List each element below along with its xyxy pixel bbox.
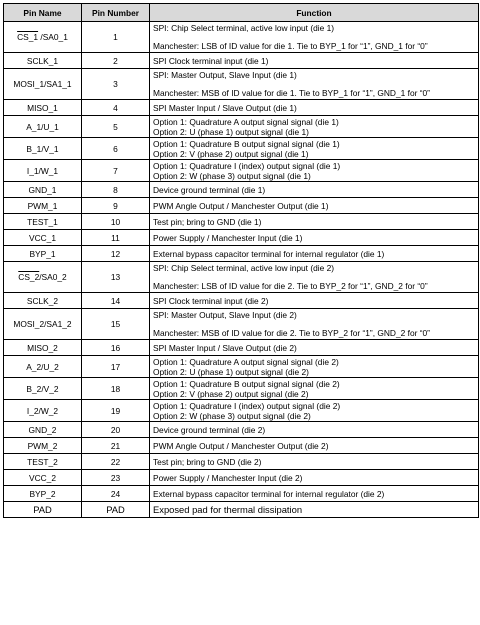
pin-name-cell: VCC_1 <box>4 230 82 246</box>
pin-name-suffix: /SA0_1 <box>38 32 68 42</box>
table-row <box>4 138 479 160</box>
pin-name-cell: B_1/V_1 <box>4 138 82 160</box>
pin-number-cell: 12 <box>82 246 150 262</box>
pin-number-cell: PAD <box>82 502 150 518</box>
table-row <box>4 486 479 502</box>
function-line: Option 1: Quadrature I (index) output signal (die 1) <box>153 160 341 171</box>
function-line: External bypass capacitor terminal for internal regulator (die 2) <box>153 488 385 499</box>
pin-name-cell: PWM_2 <box>4 438 82 454</box>
function-cell <box>150 138 479 160</box>
function-cell <box>150 69 479 100</box>
function-line: Option 2: U (phase 1) output signal (die 1) <box>153 126 309 137</box>
pin-name-cell: MISO_1 <box>4 100 82 116</box>
table-row <box>4 198 479 214</box>
function-line: Option 2: W (phase 3) output signal (die 1) <box>153 170 311 181</box>
pin-number-cell: 3 <box>82 69 150 100</box>
function-line: Manchester: MSB of ID value for die 2. Tie to BYP_2 for “1”, GND_2 for “0” <box>153 328 430 338</box>
pin-name-cell: A_2/U_2 <box>4 356 82 378</box>
function-cell <box>150 116 479 138</box>
pin-number-cell: 20 <box>82 422 150 438</box>
function-cell <box>150 53 479 69</box>
pin-number-cell: 17 <box>82 356 150 378</box>
function-cell <box>150 378 479 400</box>
pin-name-cell: MISO_2 <box>4 340 82 356</box>
pin-number-cell: 18 <box>82 378 150 400</box>
function-line: SPI Clock terminal input (die 1) <box>153 55 269 66</box>
pin-number-cell: 15 <box>82 309 150 340</box>
table-row <box>4 53 479 69</box>
table-row <box>4 246 479 262</box>
function-cell <box>150 198 479 214</box>
function-line: Test pin; bring to GND (die 2) <box>153 456 262 467</box>
pin-name-cell: BYP_1 <box>4 246 82 262</box>
function-line: Manchester: LSB of ID value for die 2. Tie to BYP_2 for “1”, GND_2 for “0” <box>153 281 428 291</box>
pin-name-cell: TEST_1 <box>4 214 82 230</box>
function-cell <box>150 438 479 454</box>
function-line: External bypass capacitor terminal for internal regulator (die 1) <box>153 248 385 259</box>
pin-number-cell: 7 <box>82 160 150 182</box>
table-row <box>4 22 479 53</box>
pin-number-cell: 24 <box>82 486 150 502</box>
table-row <box>4 69 479 100</box>
function-line: SPI: Chip Select terminal, active low input (die 1) <box>153 23 335 33</box>
pin-name-cell <box>4 262 82 293</box>
function-line: Power Supply / Manchester Input (die 1) <box>153 232 303 243</box>
pin-number-cell: 10 <box>82 214 150 230</box>
pin-number-cell: 1 <box>82 22 150 53</box>
pin-name-cell: SCLK_2 <box>4 293 82 309</box>
function-line: Device ground terminal (die 1) <box>153 184 266 195</box>
function-line: Device ground terminal (die 2) <box>153 424 266 435</box>
table-row <box>4 262 479 293</box>
function-cell <box>150 262 479 293</box>
table-row <box>4 438 479 454</box>
function-cell <box>150 422 479 438</box>
function-cell <box>150 486 479 502</box>
pin-function-table-container <box>3 3 479 518</box>
function-line: SPI Clock terminal input (die 2) <box>153 295 269 306</box>
table-row <box>4 356 479 378</box>
function-line: Manchester: MSB of ID value for die 1. Tie to BYP_1 for “1”, GND_1 for “0” <box>153 88 430 98</box>
function-line: Manchester: LSB of ID value for die 1. Tie to BYP_1 for “1”, GND_1 for “0” <box>153 41 428 51</box>
pin-number-cell: 11 <box>82 230 150 246</box>
function-line: SPI: Chip Select terminal, active low input (die 2) <box>153 263 335 273</box>
pin-number-cell: 16 <box>82 340 150 356</box>
pin-number-cell: 6 <box>82 138 150 160</box>
pin-number-cell: 13 <box>82 262 150 293</box>
table-row <box>4 214 479 230</box>
function-line: PWM Angle Output / Manchester Output (die 1) <box>153 200 329 211</box>
pin-number-cell: 23 <box>82 470 150 486</box>
function-line: Option 1: Quadrature A output signal signal (die 1) <box>153 116 339 127</box>
function-line: Option 2: W (phase 3) output signal (die 2) <box>153 410 311 421</box>
pin-name-cell: I_2/W_2 <box>4 400 82 422</box>
pin-number-cell: 9 <box>82 198 150 214</box>
function-cell <box>150 100 479 116</box>
table-row <box>4 470 479 486</box>
pin-number-cell: 19 <box>82 400 150 422</box>
table-row <box>4 230 479 246</box>
function-cell <box>150 246 479 262</box>
header-function: Function <box>150 4 479 22</box>
function-cell <box>150 470 479 486</box>
table-row <box>4 182 479 198</box>
pin-name-cell: A_1/U_1 <box>4 116 82 138</box>
table-header-row <box>4 4 479 22</box>
function-line: SPI Master Input / Slave Output (die 2) <box>153 342 297 353</box>
pin-name-cell: BYP_2 <box>4 486 82 502</box>
pin-number-cell: 8 <box>82 182 150 198</box>
function-line: Test pin; bring to GND (die 1) <box>153 216 262 227</box>
pin-number-cell: 5 <box>82 116 150 138</box>
pin-name-cell: TEST_2 <box>4 454 82 470</box>
table-row <box>4 160 479 182</box>
function-cell <box>150 293 479 309</box>
pin-number-cell: 22 <box>82 454 150 470</box>
pin-function-table <box>3 3 479 518</box>
table-row <box>4 502 479 518</box>
table-row <box>4 422 479 438</box>
function-cell <box>150 214 479 230</box>
table-row <box>4 378 479 400</box>
function-line: PWM Angle Output / Manchester Output (die 2) <box>153 440 329 451</box>
pin-name-cell: B_2/V_2 <box>4 378 82 400</box>
function-line: Exposed pad for thermal dissipation <box>153 503 303 515</box>
table-row <box>4 340 479 356</box>
pin-number-cell: 21 <box>82 438 150 454</box>
function-line: Power Supply / Manchester Input (die 2) <box>153 472 303 483</box>
table-row <box>4 116 479 138</box>
function-cell <box>150 22 479 53</box>
function-cell <box>150 160 479 182</box>
function-line: SPI Master Input / Slave Output (die 1) <box>153 102 297 113</box>
function-cell <box>150 454 479 470</box>
function-line: Option 1: Quadrature A output signal signal (die 2) <box>153 356 339 367</box>
function-cell <box>150 502 479 518</box>
pin-name-cell: SCLK_1 <box>4 53 82 69</box>
function-cell <box>150 356 479 378</box>
header-pin-number: Pin Number <box>82 4 150 22</box>
function-line: Option 2: V (phase 2) output signal (die 1) <box>153 148 309 159</box>
pin-number-cell: 2 <box>82 53 150 69</box>
pin-name-cell: PAD <box>4 502 82 518</box>
pin-name-cell: MOSI_1/SA1_1 <box>4 69 82 100</box>
pin-name-cell <box>4 22 82 53</box>
function-cell <box>150 340 479 356</box>
function-line: Option 1: Quadrature B output signal signal (die 2) <box>153 378 340 389</box>
table-body <box>4 22 479 518</box>
function-line: Option 1: Quadrature B output signal signal (die 1) <box>153 138 340 149</box>
function-line: Option 2: U (phase 1) output signal (die 2) <box>153 366 309 377</box>
pin-name-cell: GND_1 <box>4 182 82 198</box>
table-row <box>4 309 479 340</box>
active-low-pin-name: CS_2 <box>18 272 40 282</box>
header-pin-name: Pin Name <box>4 4 82 22</box>
function-line: Option 1: Quadrature I (index) output signal (die 2) <box>153 400 341 411</box>
pin-name-cell: PWM_1 <box>4 198 82 214</box>
function-cell <box>150 309 479 340</box>
table-row <box>4 293 479 309</box>
function-line: Option 2: V (phase 2) output signal (die 2) <box>153 388 309 399</box>
function-cell <box>150 400 479 422</box>
pin-name-suffix: /SA0_2 <box>39 272 67 282</box>
pin-name-cell: I_1/W_1 <box>4 160 82 182</box>
pin-name-cell: GND_2 <box>4 422 82 438</box>
pin-number-cell: 4 <box>82 100 150 116</box>
pin-name-cell: VCC_2 <box>4 470 82 486</box>
function-cell <box>150 182 479 198</box>
pin-number-cell: 14 <box>82 293 150 309</box>
function-line: SPI: Master Output, Slave Input (die 2) <box>153 310 297 320</box>
function-line: SPI: Master Output, Slave Input (die 1) <box>153 70 297 80</box>
active-low-pin-name: CS_1 <box>17 32 39 42</box>
table-row <box>4 100 479 116</box>
table-row <box>4 454 479 470</box>
table-row <box>4 400 479 422</box>
pin-name-cell: MOSI_2/SA1_2 <box>4 309 82 340</box>
function-cell <box>150 230 479 246</box>
